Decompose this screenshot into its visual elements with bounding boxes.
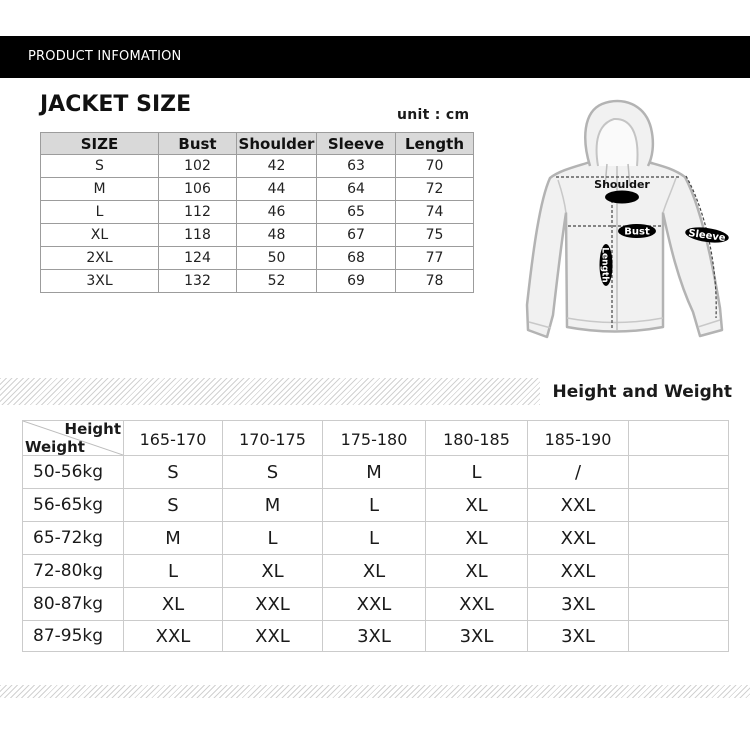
- recommended-size-cell: XL: [323, 555, 426, 588]
- jacket-table-header-sleeve: Sleeve: [317, 133, 396, 155]
- height-weight-table-body: [23, 421, 729, 652]
- measurement-cell: 46: [237, 201, 317, 224]
- empty-cell: [629, 555, 729, 588]
- height-range-cell: 165-170: [124, 421, 223, 456]
- measurement-cell: 102: [159, 155, 237, 178]
- height-weight-title: Height and Weight: [540, 378, 750, 405]
- bust-label: Bust: [624, 226, 650, 238]
- footer-divider-stripes: [0, 685, 750, 698]
- jacket-size-title: JACKET SIZE: [40, 92, 192, 117]
- recommended-size-cell: XL: [223, 555, 323, 588]
- jacket-size-table-body: [41, 133, 474, 293]
- recommended-size-cell: XL: [124, 588, 223, 621]
- measurement-cell: 44: [237, 178, 317, 201]
- height-weight-row: [23, 588, 729, 621]
- measurement-cell: 78: [396, 270, 474, 293]
- measurement-cell: 63: [317, 155, 396, 178]
- measurement-cell: 48: [237, 224, 317, 247]
- recommended-size-cell: L: [323, 489, 426, 522]
- height-range-cell: 180-185: [426, 421, 528, 456]
- recommended-size-cell: S: [124, 456, 223, 489]
- height-weight-row: [23, 456, 729, 489]
- recommended-size-cell: S: [223, 456, 323, 489]
- recommended-size-cell: L: [124, 555, 223, 588]
- recommended-size-cell: XXL: [323, 588, 426, 621]
- measurement-cell: 112: [159, 201, 237, 224]
- size-label-cell: XL: [41, 224, 159, 247]
- recommended-size-cell: XL: [426, 489, 528, 522]
- height-weight-row: [23, 489, 729, 522]
- recommended-size-cell: XXL: [223, 621, 323, 652]
- recommended-size-cell: XL: [426, 522, 528, 555]
- height-weight-table: [22, 420, 729, 652]
- size-label-cell: 2XL: [41, 247, 159, 270]
- size-label-cell: S: [41, 155, 159, 178]
- jacket-size-table: [40, 132, 474, 293]
- length-label: Length: [599, 247, 610, 283]
- measurement-cell: 74: [396, 201, 474, 224]
- unit-label: unit : cm: [397, 107, 470, 123]
- recommended-size-cell: L: [223, 522, 323, 555]
- shoulder-label: Shoulder: [594, 178, 650, 191]
- measurement-cell: 72: [396, 178, 474, 201]
- empty-cell: [629, 456, 729, 489]
- recommended-size-cell: XXL: [528, 489, 629, 522]
- empty-cell: [629, 588, 729, 621]
- height-weight-row: [23, 621, 729, 652]
- weight-range-cell: 50-56kg: [23, 456, 124, 489]
- product-info-header-bar: [0, 36, 750, 78]
- weight-range-cell: 80-87kg: [23, 588, 124, 621]
- jacket-table-header-bust: Bust: [159, 133, 237, 155]
- empty-cell: [629, 621, 729, 652]
- weight-range-cell: 72-80kg: [23, 555, 124, 588]
- weight-range-cell: 56-65kg: [23, 489, 124, 522]
- height-weight-row: [23, 555, 729, 588]
- empty-cell: [629, 522, 729, 555]
- size-label-cell: M: [41, 178, 159, 201]
- recommended-size-cell: 3XL: [426, 621, 528, 652]
- recommended-size-cell: 3XL: [528, 621, 629, 652]
- measurement-cell: 106: [159, 178, 237, 201]
- height-weight-corner-cell: [23, 421, 124, 456]
- empty-cell: [629, 489, 729, 522]
- product-info-title: PRODUCT INFOMATION: [28, 49, 182, 64]
- jacket-table-row: [41, 247, 474, 270]
- length-label-group: [600, 244, 613, 286]
- recommended-size-cell: S: [124, 489, 223, 522]
- jacket-table-header-length: Length: [396, 133, 474, 155]
- recommended-size-cell: M: [323, 456, 426, 489]
- measurement-cell: 52: [237, 270, 317, 293]
- measurement-cell: 68: [317, 247, 396, 270]
- shoulder-marker: [605, 191, 639, 204]
- measurement-cell: 75: [396, 224, 474, 247]
- recommended-size-cell: XXL: [528, 522, 629, 555]
- jacket-table-header-size: SIZE: [41, 133, 159, 155]
- measurement-cell: 77: [396, 247, 474, 270]
- measurement-cell: 118: [159, 224, 237, 247]
- measurement-cell: 70: [396, 155, 474, 178]
- recommended-size-cell: L: [426, 456, 528, 489]
- measurement-cell: 64: [317, 178, 396, 201]
- hoodie-icon: [515, 95, 750, 345]
- measurement-cell: 132: [159, 270, 237, 293]
- weight-range-cell: 65-72kg: [23, 522, 124, 555]
- jacket-table-row: [41, 201, 474, 224]
- measurement-cell: 124: [159, 247, 237, 270]
- height-range-cell: 185-190: [528, 421, 629, 456]
- empty-header-cell: [629, 421, 729, 456]
- jacket-table-row: [41, 178, 474, 201]
- sleeve-label: Sleeve: [687, 227, 727, 245]
- size-label-cell: 3XL: [41, 270, 159, 293]
- corner-weight-label: Weight: [25, 438, 85, 456]
- recommended-size-cell: M: [223, 489, 323, 522]
- jacket-table-row: [41, 270, 474, 293]
- recommended-size-cell: L: [323, 522, 426, 555]
- height-weight-header-row: [23, 421, 729, 456]
- recommended-size-cell: XXL: [426, 588, 528, 621]
- measurement-cell: 42: [237, 155, 317, 178]
- jacket-table-row: [41, 224, 474, 247]
- height-range-cell: 175-180: [323, 421, 426, 456]
- hood-opening: [597, 119, 638, 166]
- measurement-cell: 65: [317, 201, 396, 224]
- recommended-size-cell: XL: [426, 555, 528, 588]
- recommended-size-cell: M: [124, 522, 223, 555]
- measurement-cell: 50: [237, 247, 317, 270]
- size-label-cell: L: [41, 201, 159, 224]
- jacket-table-header-shoulder: Shoulder: [237, 133, 317, 155]
- measurement-cell: 67: [317, 224, 396, 247]
- jacket-table-header-row: [41, 133, 474, 155]
- recommended-size-cell: XXL: [223, 588, 323, 621]
- height-range-cell: 170-175: [223, 421, 323, 456]
- height-weight-row: [23, 522, 729, 555]
- jacket-table-row: [41, 155, 474, 178]
- recommended-size-cell: XXL: [124, 621, 223, 652]
- recommended-size-cell: 3XL: [323, 621, 426, 652]
- corner-height-label: Height: [64, 420, 121, 438]
- recommended-size-cell: /: [528, 456, 629, 489]
- weight-range-cell: 87-95kg: [23, 621, 124, 652]
- recommended-size-cell: XXL: [528, 555, 629, 588]
- measurement-cell: 69: [317, 270, 396, 293]
- recommended-size-cell: 3XL: [528, 588, 629, 621]
